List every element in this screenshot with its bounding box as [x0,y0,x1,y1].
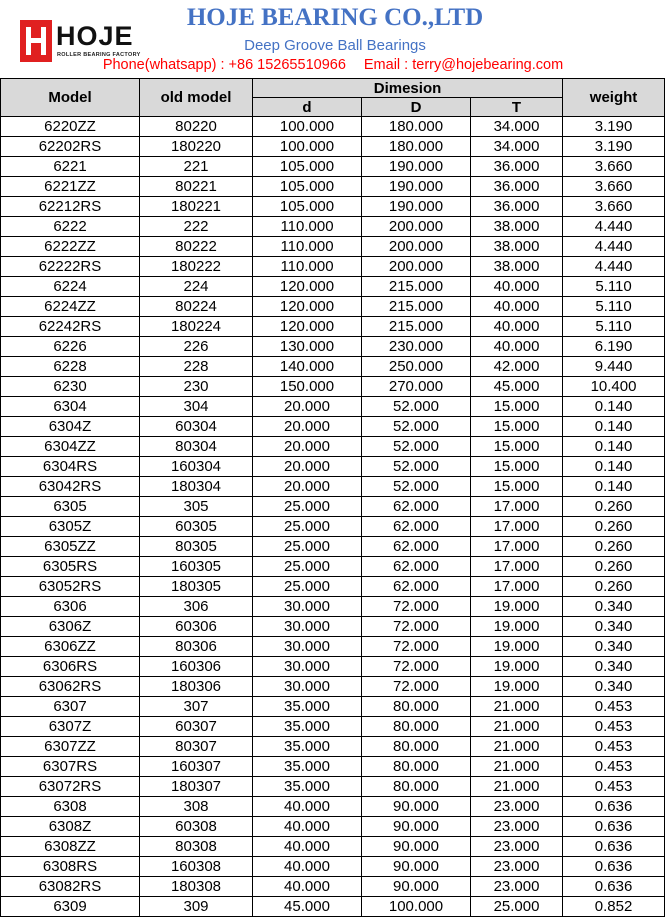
D-cell: 52.000 [362,417,471,437]
contact-line [0,57,666,73]
T-cell: 36.000 [471,157,563,177]
weight-cell: 0.340 [563,597,665,617]
old-model-cell: 80224 [140,297,253,317]
D-cell: 90.000 [362,857,471,877]
header-old-model: old model [140,79,253,117]
table-row [1,277,665,297]
table-row [1,677,665,697]
model-cell: 6304 [1,397,140,417]
T-cell: 38.000 [471,237,563,257]
d-cell: 35.000 [253,737,362,757]
D-cell: 62.000 [362,577,471,597]
model-cell: 6309 [1,897,140,917]
model-cell: 62202RS [1,137,140,157]
table-row [1,337,665,357]
D-cell: 72.000 [362,617,471,637]
weight-cell: 0.340 [563,637,665,657]
T-cell: 23.000 [471,837,563,857]
table-row [1,757,665,777]
D-cell: 215.000 [362,297,471,317]
table-row [1,217,665,237]
D-cell: 180.000 [362,117,471,137]
page-header [0,0,666,78]
table-row [1,877,665,897]
weight-cell: 3.660 [563,177,665,197]
old-model-cell: 180305 [140,577,253,597]
weight-cell: 0.140 [563,477,665,497]
model-cell: 6222 [1,217,140,237]
T-cell: 15.000 [471,417,563,437]
T-cell: 19.000 [471,617,563,637]
D-cell: 80.000 [362,697,471,717]
D-cell: 80.000 [362,777,471,797]
model-cell: 6305ZZ [1,537,140,557]
d-cell: 130.000 [253,337,362,357]
model-cell: 6308ZZ [1,837,140,857]
D-cell: 52.000 [362,477,471,497]
D-cell: 250.000 [362,357,471,377]
table-row [1,697,665,717]
weight-cell: 3.660 [563,197,665,217]
d-cell: 40.000 [253,837,362,857]
T-cell: 23.000 [471,857,563,877]
old-model-cell: 160307 [140,757,253,777]
model-cell: 6308Z [1,817,140,837]
table-row [1,597,665,617]
T-cell: 34.000 [471,137,563,157]
weight-cell: 6.190 [563,337,665,357]
d-cell: 40.000 [253,877,362,897]
weight-cell: 0.140 [563,457,665,477]
old-model-cell: 180306 [140,677,253,697]
weight-cell: 0.636 [563,877,665,897]
weight-cell: 0.260 [563,537,665,557]
weight-cell: 4.440 [563,257,665,277]
weight-cell: 4.440 [563,237,665,257]
model-cell: 6304ZZ [1,437,140,457]
old-model-cell: 160306 [140,657,253,677]
old-model-cell: 224 [140,277,253,297]
D-cell: 62.000 [362,557,471,577]
model-cell: 6307RS [1,757,140,777]
weight-cell: 0.636 [563,857,665,877]
D-cell: 270.000 [362,377,471,397]
d-cell: 20.000 [253,477,362,497]
header-inner-diameter: d [253,98,362,117]
model-cell: 6221 [1,157,140,177]
d-cell: 40.000 [253,857,362,877]
old-model-cell: 80220 [140,117,253,137]
d-cell: 35.000 [253,757,362,777]
model-cell: 63052RS [1,577,140,597]
d-cell: 30.000 [253,677,362,697]
T-cell: 38.000 [471,257,563,277]
table-row [1,857,665,877]
D-cell: 80.000 [362,717,471,737]
weight-cell: 0.140 [563,417,665,437]
table-row [1,437,665,457]
table-row [1,317,665,337]
D-cell: 215.000 [362,277,471,297]
header-thickness: T [471,98,563,117]
model-cell: 6304RS [1,457,140,477]
table-row [1,637,665,657]
table-row [1,717,665,737]
d-cell: 35.000 [253,697,362,717]
d-cell: 110.000 [253,217,362,237]
d-cell: 30.000 [253,657,362,677]
table-row [1,117,665,137]
T-cell: 21.000 [471,737,563,757]
phone-text: Phone(whatsapp) : +86 15265510966 [102,57,346,73]
T-cell: 40.000 [471,297,563,317]
old-model-cell: 80304 [140,437,253,457]
header-dimension: Dimesion [253,79,563,98]
weight-cell: 4.440 [563,217,665,237]
old-model-cell: 160305 [140,557,253,577]
model-cell: 6304Z [1,417,140,437]
model-cell: 6230 [1,377,140,397]
model-cell: 63062RS [1,677,140,697]
table-row [1,617,665,637]
table-row [1,257,665,277]
weight-cell: 0.260 [563,577,665,597]
D-cell: 52.000 [362,437,471,457]
D-cell: 200.000 [362,217,471,237]
weight-cell: 3.190 [563,117,665,137]
d-cell: 150.000 [253,377,362,397]
model-cell: 6220ZZ [1,117,140,137]
old-model-cell: 180304 [140,477,253,497]
D-cell: 62.000 [362,517,471,537]
table-body [1,117,665,917]
T-cell: 21.000 [471,717,563,737]
d-cell: 30.000 [253,597,362,617]
d-cell: 105.000 [253,157,362,177]
T-cell: 40.000 [471,277,563,297]
logo-text: HOJE [56,21,134,51]
table-row [1,657,665,677]
old-model-cell: 308 [140,797,253,817]
weight-cell: 0.260 [563,557,665,577]
old-model-cell: 60304 [140,417,253,437]
old-model-cell: 180221 [140,197,253,217]
table-row [1,517,665,537]
old-model-cell: 180220 [140,137,253,157]
D-cell: 90.000 [362,817,471,837]
old-model-cell: 306 [140,597,253,617]
T-cell: 23.000 [471,817,563,837]
T-cell: 17.000 [471,537,563,557]
T-cell: 23.000 [471,797,563,817]
T-cell: 19.000 [471,657,563,677]
old-model-cell: 80306 [140,637,253,657]
d-cell: 20.000 [253,437,362,457]
T-cell: 19.000 [471,637,563,657]
weight-cell: 0.340 [563,677,665,697]
old-model-cell: 80308 [140,837,253,857]
old-model-cell: 230 [140,377,253,397]
T-cell: 36.000 [471,177,563,197]
d-cell: 140.000 [253,357,362,377]
weight-cell: 5.110 [563,277,665,297]
D-cell: 180.000 [362,137,471,157]
model-cell: 6307ZZ [1,737,140,757]
T-cell: 17.000 [471,497,563,517]
table-row [1,557,665,577]
table-row [1,497,665,517]
D-cell: 62.000 [362,537,471,557]
model-cell: 6305Z [1,517,140,537]
T-cell: 45.000 [471,377,563,397]
D-cell: 200.000 [362,237,471,257]
model-cell: 6221ZZ [1,177,140,197]
weight-cell: 0.453 [563,717,665,737]
T-cell: 21.000 [471,777,563,797]
company-name: HOJE BEARING CO.,LTD [186,4,484,31]
T-cell: 21.000 [471,697,563,717]
model-cell: 6308 [1,797,140,817]
model-cell: 6306ZZ [1,637,140,657]
d-cell: 25.000 [253,537,362,557]
table-row [1,777,665,797]
d-cell: 120.000 [253,317,362,337]
weight-cell: 0.852 [563,897,665,917]
D-cell: 100.000 [362,897,471,917]
d-cell: 35.000 [253,777,362,797]
weight-cell: 0.453 [563,737,665,757]
model-cell: 62242RS [1,317,140,337]
table-row [1,177,665,197]
D-cell: 80.000 [362,757,471,777]
old-model-cell: 304 [140,397,253,417]
model-cell: 63042RS [1,477,140,497]
logo-subtext: ROLLER BEARING FACTORY [57,52,141,58]
D-cell: 215.000 [362,317,471,337]
model-cell: 6305RS [1,557,140,577]
old-model-cell: 228 [140,357,253,377]
T-cell: 19.000 [471,597,563,617]
table-row [1,237,665,257]
table-row [1,417,665,437]
D-cell: 200.000 [362,257,471,277]
table-row [1,377,665,397]
T-cell: 19.000 [471,677,563,697]
model-cell: 6228 [1,357,140,377]
table-row [1,577,665,597]
bearing-spec-table [0,78,665,917]
d-cell: 105.000 [253,177,362,197]
old-model-cell: 160308 [140,857,253,877]
d-cell: 25.000 [253,517,362,537]
weight-cell: 0.260 [563,517,665,537]
model-cell: 6306 [1,597,140,617]
T-cell: 34.000 [471,117,563,137]
d-cell: 25.000 [253,577,362,597]
d-cell: 20.000 [253,457,362,477]
model-cell: 6307 [1,697,140,717]
old-model-cell: 222 [140,217,253,237]
table-row [1,477,665,497]
d-cell: 20.000 [253,397,362,417]
D-cell: 72.000 [362,597,471,617]
weight-cell: 0.340 [563,657,665,677]
old-model-cell: 180308 [140,877,253,897]
old-model-cell: 180307 [140,777,253,797]
D-cell: 230.000 [362,337,471,357]
D-cell: 52.000 [362,457,471,477]
d-cell: 35.000 [253,717,362,737]
table-row [1,737,665,757]
model-cell: 63082RS [1,877,140,897]
weight-cell: 0.453 [563,777,665,797]
model-cell: 6305 [1,497,140,517]
model-cell: 63072RS [1,777,140,797]
old-model-cell: 60307 [140,717,253,737]
weight-cell: 0.636 [563,797,665,817]
D-cell: 72.000 [362,657,471,677]
T-cell: 21.000 [471,757,563,777]
table-row [1,397,665,417]
table-row [1,817,665,837]
model-cell: 6222ZZ [1,237,140,257]
company-logo [20,20,141,62]
weight-cell: 0.140 [563,437,665,457]
header-model: Model [1,79,140,117]
D-cell: 52.000 [362,397,471,417]
D-cell: 62.000 [362,497,471,517]
T-cell: 15.000 [471,457,563,477]
weight-cell: 0.453 [563,757,665,777]
T-cell: 40.000 [471,317,563,337]
old-model-cell: 60306 [140,617,253,637]
D-cell: 190.000 [362,177,471,197]
T-cell: 15.000 [471,477,563,497]
table-row [1,137,665,157]
old-model-cell: 80305 [140,537,253,557]
model-cell: 6226 [1,337,140,357]
D-cell: 90.000 [362,837,471,857]
logo-h-icon [20,20,52,62]
T-cell: 17.000 [471,517,563,537]
D-cell: 72.000 [362,637,471,657]
d-cell: 100.000 [253,117,362,137]
d-cell: 110.000 [253,257,362,277]
d-cell: 105.000 [253,197,362,217]
model-cell: 6306RS [1,657,140,677]
T-cell: 23.000 [471,877,563,897]
header-weight: weight [563,79,665,117]
model-cell: 6224 [1,277,140,297]
model-cell: 6307Z [1,717,140,737]
table-row [1,837,665,857]
T-cell: 38.000 [471,217,563,237]
table-row [1,157,665,177]
D-cell: 90.000 [362,877,471,897]
T-cell: 25.000 [471,897,563,917]
old-model-cell: 305 [140,497,253,517]
old-model-cell: 80307 [140,737,253,757]
T-cell: 17.000 [471,557,563,577]
header-outer-diameter: D [362,98,471,117]
d-cell: 40.000 [253,797,362,817]
weight-cell: 0.636 [563,817,665,837]
model-cell: 6224ZZ [1,297,140,317]
d-cell: 30.000 [253,617,362,637]
T-cell: 15.000 [471,437,563,457]
D-cell: 190.000 [362,197,471,217]
d-cell: 30.000 [253,637,362,657]
D-cell: 190.000 [362,157,471,177]
D-cell: 90.000 [362,797,471,817]
weight-cell: 3.660 [563,157,665,177]
d-cell: 120.000 [253,297,362,317]
old-model-cell: 180222 [140,257,253,277]
table-row [1,357,665,377]
T-cell: 42.000 [471,357,563,377]
weight-cell: 5.110 [563,317,665,337]
email-text[interactable]: Email : terry@hojebearing.com [363,57,564,73]
weight-cell: 0.636 [563,837,665,857]
weight-cell: 5.110 [563,297,665,317]
d-cell: 25.000 [253,497,362,517]
old-model-cell: 80222 [140,237,253,257]
model-cell: 6306Z [1,617,140,637]
model-cell: 62212RS [1,197,140,217]
table-row [1,537,665,557]
model-cell: 62222RS [1,257,140,277]
d-cell: 25.000 [253,557,362,577]
T-cell: 15.000 [471,397,563,417]
weight-cell: 9.440 [563,357,665,377]
T-cell: 17.000 [471,577,563,597]
weight-cell: 0.340 [563,617,665,637]
weight-cell: 10.400 [563,377,665,397]
d-cell: 20.000 [253,417,362,437]
d-cell: 45.000 [253,897,362,917]
d-cell: 40.000 [253,817,362,837]
old-model-cell: 221 [140,157,253,177]
model-cell: 6308RS [1,857,140,877]
table-row [1,297,665,317]
old-model-cell: 309 [140,897,253,917]
old-model-cell: 160304 [140,457,253,477]
T-cell: 40.000 [471,337,563,357]
weight-cell: 0.140 [563,397,665,417]
D-cell: 80.000 [362,737,471,757]
table-row [1,797,665,817]
D-cell: 72.000 [362,677,471,697]
table-row [1,457,665,477]
old-model-cell: 80221 [140,177,253,197]
old-model-cell: 60305 [140,517,253,537]
old-model-cell: 307 [140,697,253,717]
d-cell: 100.000 [253,137,362,157]
old-model-cell: 60308 [140,817,253,837]
weight-cell: 0.453 [563,697,665,717]
weight-cell: 3.190 [563,137,665,157]
table-row [1,197,665,217]
old-model-cell: 180224 [140,317,253,337]
table-row [1,897,665,917]
T-cell: 36.000 [471,197,563,217]
weight-cell: 0.260 [563,497,665,517]
old-model-cell: 226 [140,337,253,357]
d-cell: 110.000 [253,237,362,257]
catalog-subtitle: Deep Groove Ball Bearings [244,37,426,54]
d-cell: 120.000 [253,277,362,297]
